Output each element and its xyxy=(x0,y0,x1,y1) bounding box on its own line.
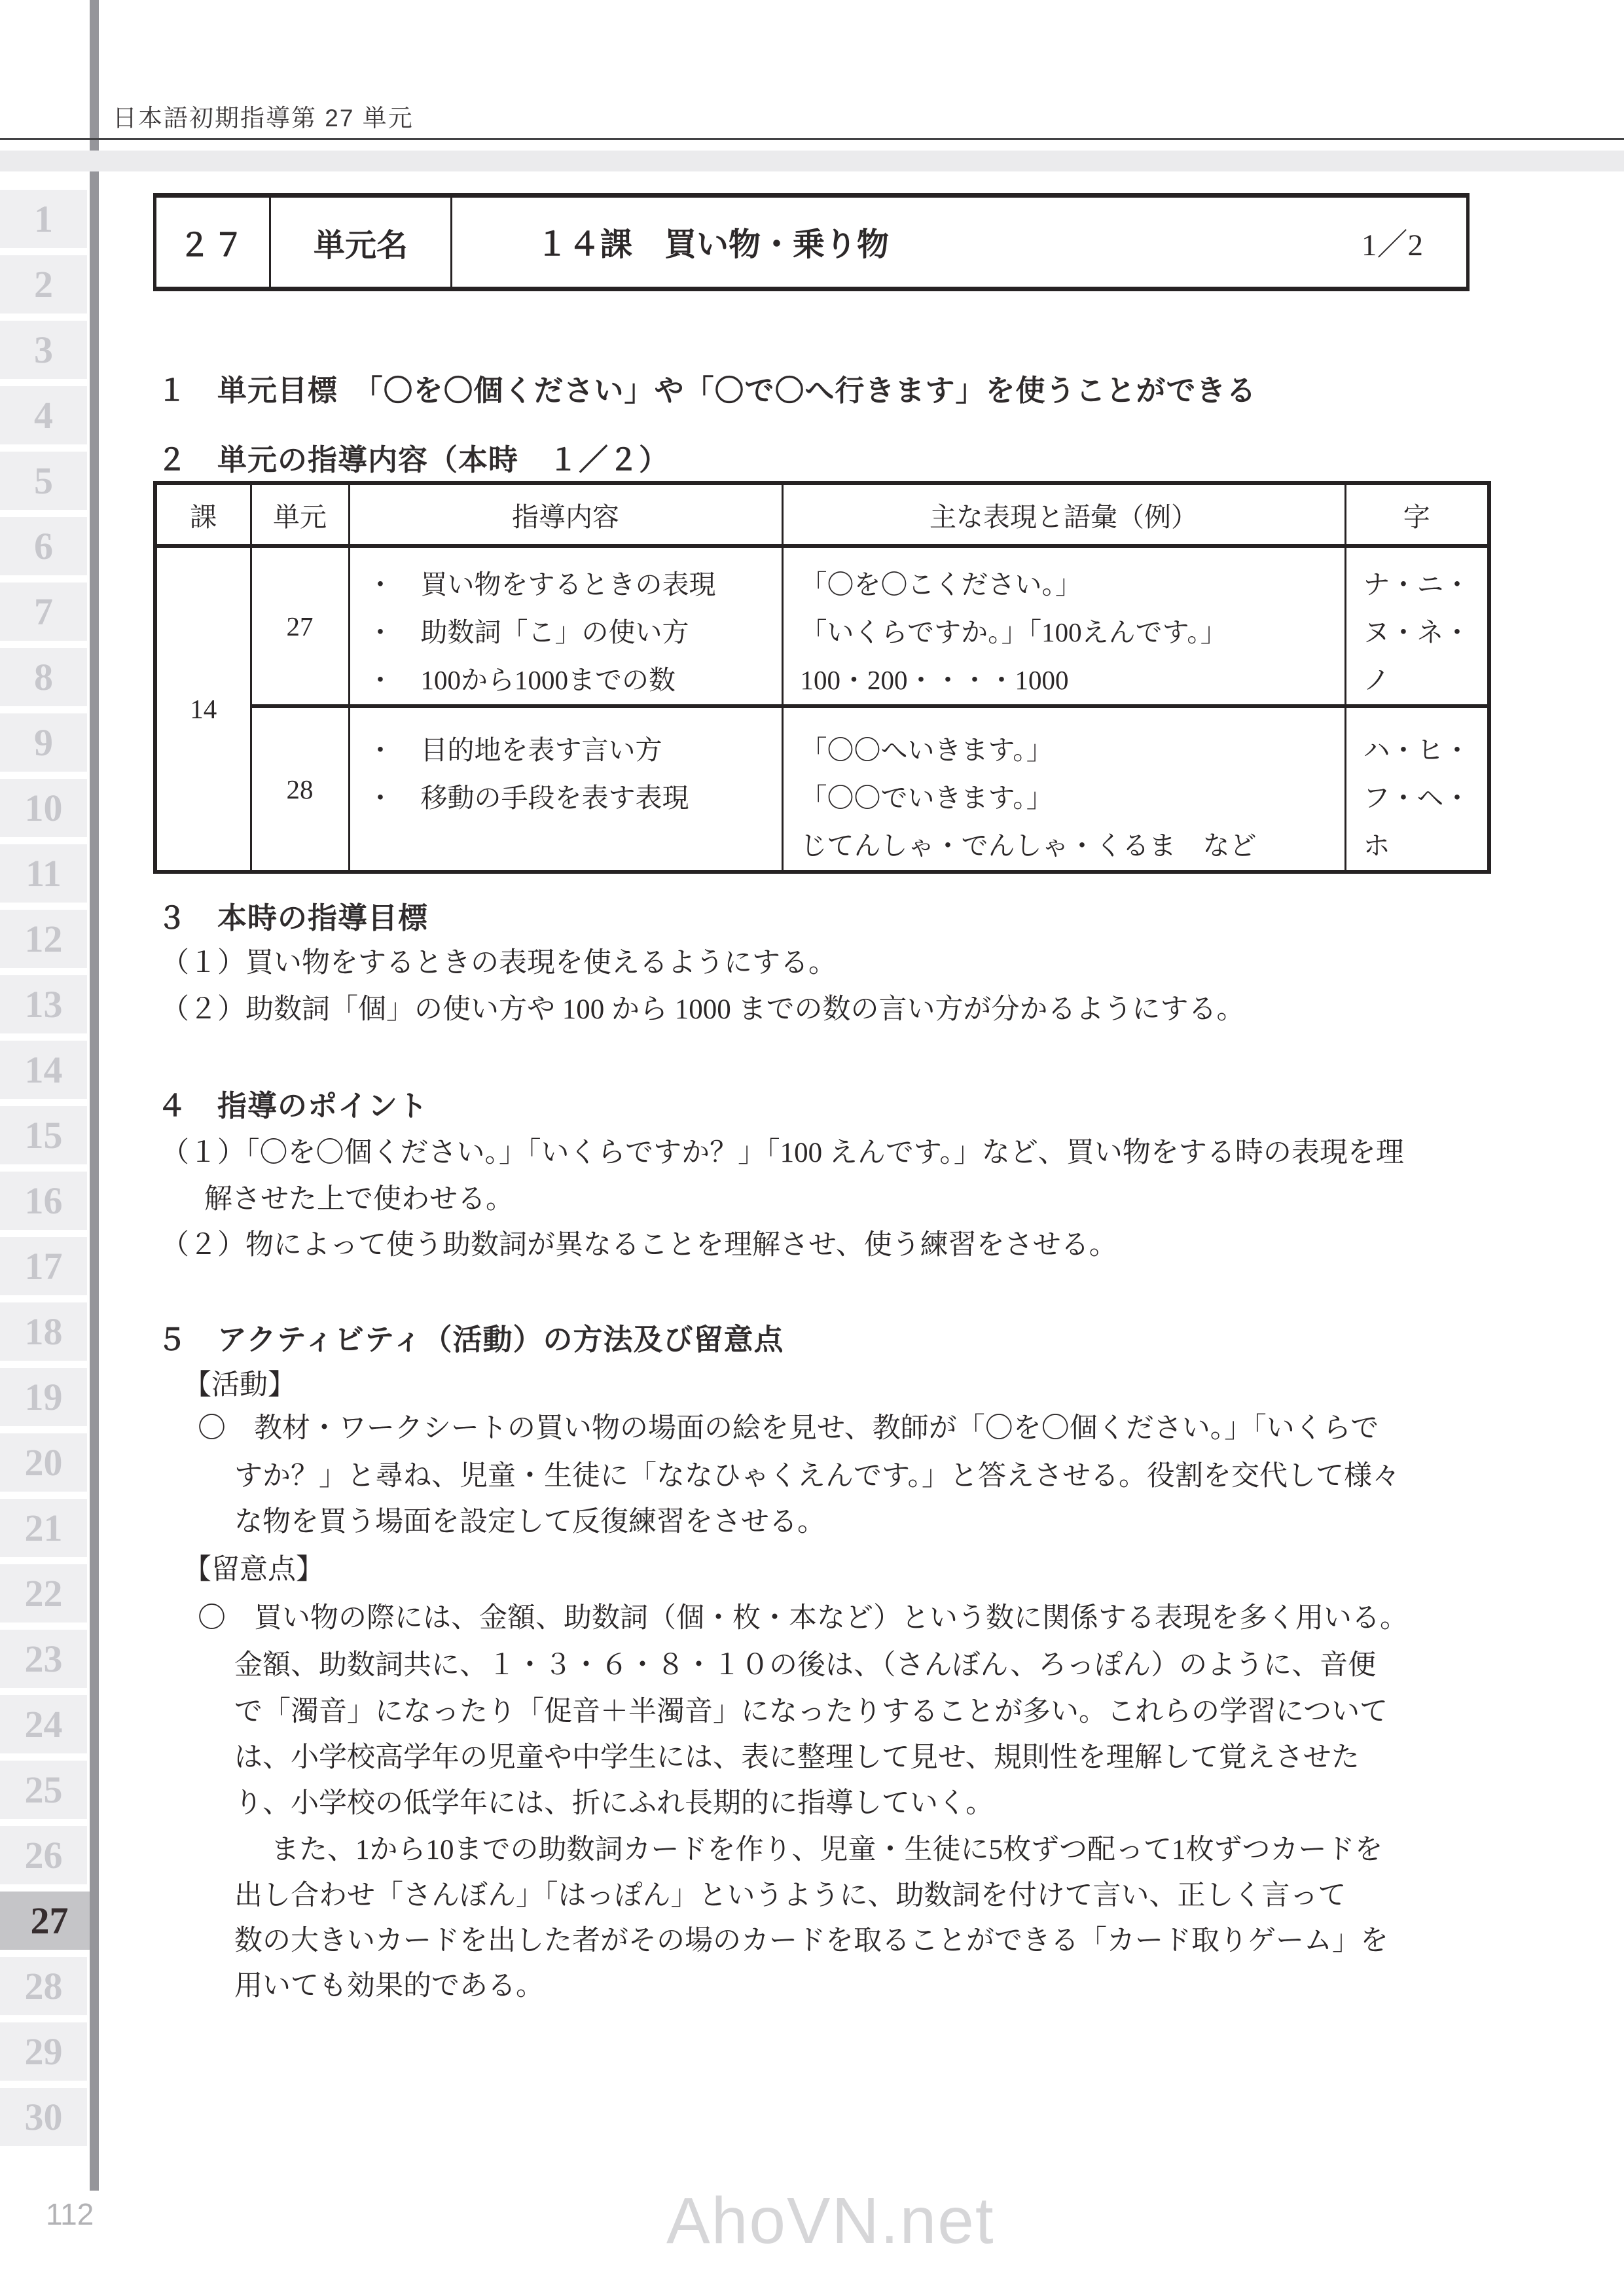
document-header: 日本語初期指導第 27 単元 xyxy=(113,105,414,132)
kana-cell xyxy=(1345,706,1489,872)
page-number: 112 xyxy=(46,2197,94,2231)
sidebar-tab-number: 22 xyxy=(24,1572,63,1615)
unit-title: １４課 買い物・乗り物 xyxy=(536,227,890,262)
unit-number: ２７ xyxy=(156,198,271,287)
expressions-cell xyxy=(782,546,1345,706)
sidebar-tab[interactable] xyxy=(0,1106,87,1164)
sidebar-tab[interactable] xyxy=(0,648,87,706)
sidebar-tab[interactable] xyxy=(0,1892,99,1950)
section3-item1: （１）買い物をするときの表現を使えるようにする。 xyxy=(161,948,837,978)
notes-line: 数の大きいカードを出した者がその場のカードを取ることができる「カード取りゲーム」を xyxy=(234,1926,1388,1956)
notes-line: 出し合わせ「さんぼん」「はっぽん」というように、助数詞を付けて言い、正しく言って xyxy=(234,1880,1346,1911)
sidebar-tab[interactable] xyxy=(0,321,87,379)
unit-content-table xyxy=(153,481,1491,874)
content-cell xyxy=(349,546,782,706)
sidebar-tab[interactable] xyxy=(0,2022,87,2081)
content-line: ・ 目的地を表す言い方 xyxy=(367,735,662,765)
kana-cell xyxy=(1345,546,1489,706)
sidebar-tab-number: 21 xyxy=(24,1507,63,1549)
unit-number-cell: 28 xyxy=(251,706,349,872)
content-line: ・ 助数詞「こ」の使い方 xyxy=(367,617,689,647)
sidebar-rail xyxy=(90,0,99,2191)
notes-line: り、小学校の低学年には、折にふれ長期的に指導していく。 xyxy=(234,1788,994,1819)
section5-heading: ５ アクティビティ（活動）の方法及び留意点 xyxy=(157,1323,784,1356)
sidebar-tab-number: 23 xyxy=(24,1638,63,1680)
watermark: AhoVN.net xyxy=(666,2184,995,2257)
sidebar-tab[interactable] xyxy=(0,1761,87,1819)
sidebar-tab[interactable] xyxy=(0,975,87,1033)
sidebar-tab-number: 4 xyxy=(34,394,53,437)
lesson-number-cell: 14 xyxy=(155,546,251,872)
expression-line: 100・200・・・・1000 xyxy=(800,665,1069,695)
notes-line: 金額、助数詞共に、１・３・６・８・１０の後は、（さんぼん、ろっぽん）のように、音便 xyxy=(234,1650,1377,1681)
sidebar-tab[interactable] xyxy=(0,517,87,575)
sidebar-tab-number: 13 xyxy=(24,983,63,1026)
sidebar-tab-number: 16 xyxy=(24,1179,63,1222)
kana-line: フ・ヘ・ xyxy=(1363,783,1471,813)
sidebar-tab[interactable] xyxy=(0,452,87,510)
sidebar-tab[interactable] xyxy=(0,713,87,772)
kana-line: ヌ・ネ・ xyxy=(1363,617,1471,647)
notes-label: 【留意点】 xyxy=(183,1554,324,1585)
sidebar-tab-number: 14 xyxy=(24,1049,63,1091)
notes-line: 用いても効果的である。 xyxy=(234,1971,544,2001)
content-line: ・ 100から1000までの数 xyxy=(367,665,676,695)
section1-heading: １ 単元目標 「〇を〇個ください」や「〇で〇へ行きます」を使うことができる xyxy=(157,374,1257,407)
header-band xyxy=(0,151,1624,171)
sidebar-tab-number: 29 xyxy=(24,2030,63,2073)
sidebar-tab-number: 26 xyxy=(24,1834,63,1876)
sidebar-tab-number: 2 xyxy=(34,263,53,306)
expression-line: 「〇を〇こください。」 xyxy=(800,569,1082,600)
section4-item1-line1: （１）「〇を〇個ください。」「いくらですか？」「100 えんです。」など、買い物をする時の表現を理 xyxy=(161,1138,1404,1168)
unit-title-cell xyxy=(452,198,1466,287)
sidebar-tab-number: 27 xyxy=(30,1899,69,1942)
sidebar-tab-number: 9 xyxy=(34,721,53,764)
col-header-content: 指導内容 xyxy=(349,483,782,546)
sidebar-tab[interactable] xyxy=(0,1433,87,1492)
activity-label: 【活動】 xyxy=(183,1370,296,1401)
kana-line: ナ・ニ・ xyxy=(1363,569,1471,600)
sidebar-tab[interactable] xyxy=(0,1630,87,1688)
sidebar-tab[interactable] xyxy=(0,910,87,968)
sidebar-tab-number: 17 xyxy=(24,1245,63,1287)
sidebar-tab-number: 19 xyxy=(24,1376,63,1418)
sidebar-tab[interactable] xyxy=(0,1302,87,1361)
sidebar-tab-number: 5 xyxy=(34,459,53,502)
sidebar-tab-number: 1 xyxy=(34,198,53,240)
sidebar-tab-number: 12 xyxy=(24,918,63,960)
sidebar-tab[interactable] xyxy=(0,1499,87,1557)
sidebar-tab[interactable] xyxy=(0,2088,87,2146)
section2-heading: ２ 単元の指導内容（本時 １／２） xyxy=(157,443,670,476)
sidebar-tab[interactable] xyxy=(0,255,87,314)
content-line: ・ 買い物をするときの表現 xyxy=(367,569,716,600)
sidebar-tab[interactable] xyxy=(0,1695,87,1753)
header-rule xyxy=(0,138,1624,140)
col-header-unit: 単元 xyxy=(251,483,349,546)
sidebar-tab[interactable] xyxy=(0,1826,87,1884)
section4-heading: ４ 指導のポイント xyxy=(157,1089,429,1122)
unit-number-cell: 27 xyxy=(251,546,349,706)
sidebar-tab[interactable] xyxy=(0,190,87,248)
table-row xyxy=(155,546,1489,706)
sidebar-tab[interactable] xyxy=(0,1041,87,1099)
sidebar-tab-number: 20 xyxy=(24,1441,63,1484)
table-header-row xyxy=(155,483,1489,546)
expression-line: 「〇〇でいきます。」 xyxy=(800,783,1053,813)
sidebar-tab[interactable] xyxy=(0,1564,87,1623)
kana-line: ノ xyxy=(1363,665,1390,695)
sidebar-tab-number: 18 xyxy=(24,1310,63,1353)
sidebar-tab[interactable] xyxy=(0,1172,87,1230)
sidebar-tab[interactable] xyxy=(0,1957,87,2015)
activity-line: すか？」と尋ね、児童・生徒に「ななひゃくえんです。」と答えさせる。役割を交代して様々 xyxy=(234,1461,1401,1492)
col-header-expressions: 主な表現と語彙（例） xyxy=(782,483,1345,546)
expression-line: 「〇〇へいきます。」 xyxy=(800,735,1053,765)
sidebar-tab-number: 10 xyxy=(24,787,63,829)
col-header-kana: 字 xyxy=(1345,483,1489,546)
sidebar-tab-number: 11 xyxy=(26,852,62,895)
col-header-lesson: 課 xyxy=(155,483,251,546)
sidebar-tab-number: 30 xyxy=(24,2096,63,2138)
expression-line: 「いくらですか。」「100えんです。」 xyxy=(800,617,1227,647)
expression-line: じてんしゃ・でんしゃ・くるま など xyxy=(800,831,1257,861)
section4-item1-line2: 解させた上で使わせる。 xyxy=(204,1184,514,1215)
unit-label: 単元名 xyxy=(271,198,452,287)
kana-line: ハ・ヒ・ xyxy=(1363,735,1471,765)
sidebar-tab-number: 6 xyxy=(34,525,53,567)
sidebar-tab-number: 8 xyxy=(34,656,53,698)
page-indicator: 1／2 xyxy=(1362,228,1423,262)
sidebar-tab-number: 28 xyxy=(24,1965,63,2007)
sidebar-tab[interactable] xyxy=(0,583,87,641)
sidebar-tab-number: 3 xyxy=(34,329,53,371)
expressions-cell xyxy=(782,706,1345,872)
notes-line: で「濁音」になったり「促音＋半濁音」になったりすることが多い。これらの学習について xyxy=(234,1696,1388,1727)
content-cell xyxy=(349,706,782,872)
sidebar-tab-number: 15 xyxy=(24,1114,63,1157)
notes-line: 〇 買い物の際には、金額、助数詞（個・枚・本など）という数に関係する表現を多く用いる。 xyxy=(198,1603,1408,1634)
content-line: ・ 移動の手段を表す表現 xyxy=(367,783,689,813)
sidebar-tab-number: 7 xyxy=(34,590,53,633)
notes-line: また、1から10までの助数詞カードを作り、児童・生徒に5枚ずつ配って1枚ずつカードを xyxy=(271,1835,1383,1865)
sidebar-tab[interactable] xyxy=(0,386,87,444)
activity-line: な物を買う場面を設定して反復練習をさせる。 xyxy=(234,1507,825,1537)
kana-line: ホ xyxy=(1363,831,1390,861)
unit-title-box xyxy=(153,193,1470,291)
sidebar-tab[interactable] xyxy=(0,779,87,837)
sidebar-tab[interactable] xyxy=(0,1368,87,1426)
sidebar-tab-number: 24 xyxy=(24,1703,63,1746)
section3-heading: ３ 本時の指導目標 xyxy=(157,901,429,935)
notes-line: は、小学校高学年の児童や中学生には、表に整理して見せ、規則性を理解して覚えさせた xyxy=(234,1742,1360,1773)
sidebar-tab[interactable] xyxy=(0,1237,87,1295)
sidebar-tab[interactable] xyxy=(0,844,87,903)
sidebar-tabs xyxy=(0,190,105,2153)
table-row xyxy=(155,706,1489,872)
sidebar-tab-number: 25 xyxy=(24,1768,63,1811)
activity-line: 〇 教材・ワークシートの買い物の場面の絵を見せ、教師が「〇を〇個ください。」「いくらで xyxy=(198,1413,1379,1444)
section3-item2: （２）助数詞「個」の使い方や 100 から 1000 までの数の言い方が分かるようにする。 xyxy=(161,994,1245,1025)
section4-item2: （２）物によって使う助数詞が異なることを理解させ、使う練習をさせる。 xyxy=(161,1230,1117,1261)
